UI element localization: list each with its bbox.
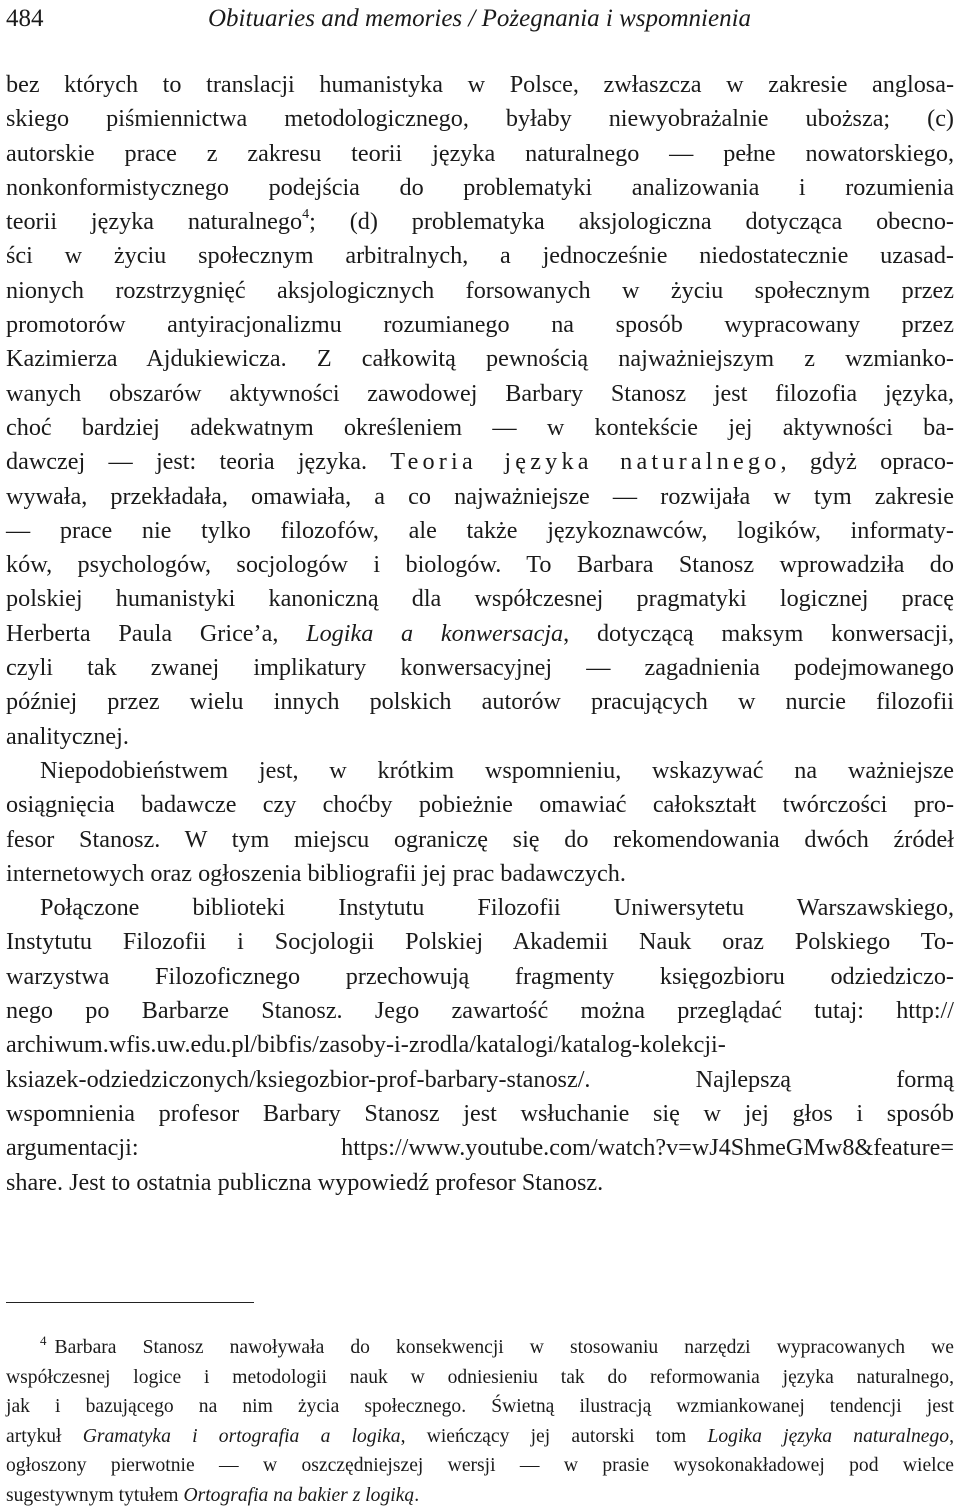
text-segment: , gdyż opraco- — [780, 448, 954, 476]
text-line — [6, 617, 954, 651]
footnote-line: ogłoszony pierwotnie — w oszczędniejszej wersji — w prasie wysokonakładowej pod wielce — [6, 1455, 954, 1477]
text-line: ków, psychologów, socjologów i biologów. To Barbara Stanosz wprowadziła do — [6, 551, 954, 579]
text-line: wywała, przekładała, omawiała, a co najważniejsze — rozwijała w tym zakresie — [6, 482, 954, 510]
text-segment: , — [949, 1425, 954, 1447]
article-title: Ortografia na bakier z logiką — [183, 1484, 415, 1506]
text-line: Połączone biblioteki Instytutu Filozofii Uniwersytetu Warszawskiego, — [40, 894, 954, 922]
text-segment: ; (d) problematyka aksjologiczna dotycząca obecno- — [309, 208, 954, 236]
text-line: warzystwa Filozoficznego przechowują fragmenty księgozbioru odziedziczo- — [6, 962, 954, 990]
text-line: fesor Stanosz. W tym miejscu ograniczę się do rekomendowania dwóch źródeł — [6, 825, 954, 853]
footnote-line — [6, 1333, 954, 1363]
text-segment: Barbara Stanosz nawoływała do konsekwencji w stosowaniu narzędzi wypracowanych we — [54, 1337, 954, 1358]
text-line: wspomnienia profesor Barbary Stanosz jest wsłuchanie się w jej głos i sposób — [6, 1099, 954, 1127]
text-line: Niepodobieństwem jest, w krótkim wspomnieniu, wskazywać na ważniejsze — [40, 756, 954, 784]
paragraph-1 — [6, 68, 954, 754]
text-segment: artykuł — [6, 1425, 83, 1447]
paragraph-3 — [6, 891, 954, 1200]
footnote-line: jak i bazującego na nim życia społecznego. Świetną ilustracją wzmiankowanej tendencji jest — [6, 1396, 954, 1418]
text-line: ści w życiu społecznym arbitralnych, a jednocześnie niedostatecznie uzasad- — [6, 242, 954, 270]
text-line: wanych obszarów aktywności zawodowej Barbary Stanosz jest filozofia języka, — [6, 379, 954, 407]
footnote-line — [6, 1481, 954, 1511]
text-segment: dawczej — jest: teoria języka. — [6, 448, 391, 476]
book-title: Logika języka naturalnego — [707, 1425, 950, 1447]
spaced-emphasis: Teoria języka naturalnego — [390, 448, 781, 476]
running-title: Obituaries and memories / Pożegnania i wspomnienia — [208, 5, 752, 32]
footnote-separator — [6, 1302, 254, 1303]
text-line: polskiej humanistyki kanoniczną dla współczesnej pragmatyki logicznej pracę — [6, 585, 954, 613]
url-line[interactable]: argumentacji: https://www.youtube.com/watch?v=wJ4ShmeGMw8&feature= — [6, 1134, 954, 1162]
text-segment: sugestywnym tytułem — [6, 1484, 184, 1506]
body-text — [6, 68, 954, 1200]
text-line: czyli tak zwanej implikatury konwersacyjnej — zagadnienia podejmowanego — [6, 654, 954, 682]
text-line: Kazimierza Ajdukiewicza. Z całkowitą pewnością najważniejszym z wzmianko- — [6, 345, 954, 373]
text-line: osiągnięcia badawcze czy choćby pobieżnie omawiać całokształt twórczości pro- — [6, 791, 954, 819]
text-line: później przez wielu innych polskich autorów pracujących w nurcie filozofii — [6, 688, 954, 716]
text-line: bez których to translacji humanistyka w Polsce, zwłaszcza w zakresie anglosa- — [6, 71, 954, 98]
text-segment: , dotyczącą maksym konwersacji, — [563, 619, 954, 647]
footnote-line — [6, 1422, 954, 1452]
footnote-marker: 4 — [40, 1333, 47, 1349]
paragraph-2 — [6, 754, 954, 891]
text-line: share. Jest to ostatnia publiczna wypowiedź profesor Stanosz. — [6, 1168, 604, 1196]
text-line: autorskie prace z zakresu teorii języka naturalnego — pełne nowatorskiego, — [6, 139, 954, 167]
text-line — [6, 205, 954, 239]
text-line: — prace nie tylko filozofów, ale także językoznawców, logików, informaty- — [6, 516, 954, 544]
footnote-reference[interactable]: 4 — [302, 207, 310, 223]
url-line[interactable]: archiwum.wfis.uw.edu.pl/bibfis/zasoby-i-zrodla/katalogi/katalog-kolekcji- — [6, 1031, 726, 1059]
article-title: Gramatyka i ortografia a logika — [82, 1425, 401, 1447]
text-line: analitycznej. — [6, 722, 129, 750]
text-segment: teorii języka naturalnego — [6, 208, 303, 236]
text-line: nionych rozstrzygnięć aksjologicznych forsowanych w życiu społecznym przez — [6, 276, 954, 304]
text-line: Instytutu Filozofii i Socjologii Polskiej Akademii Nauk oraz Polskiego To- — [6, 928, 954, 956]
page-number: 484 — [6, 5, 44, 32]
text-segment: . — [414, 1484, 420, 1506]
text-line: promotorów antyiracjonalizmu rozumianego na sposób wypracowany przez — [6, 311, 954, 339]
book-title: Logika a konwersacja — [306, 619, 564, 647]
footnote — [6, 1333, 954, 1511]
text-line — [6, 445, 954, 479]
footnote-line: współczesnej logice i metodologii nauk w odniesieniu tak do reformowania języka naturalnego, — [6, 1366, 954, 1388]
running-head — [6, 2, 954, 36]
text-line: choć bardziej adekwatnym określeniem — w kontekście jej aktywności ba- — [6, 413, 954, 441]
text-line: nonkonformistycznego podejścia do problematyki analizowania i rozumienia — [6, 173, 954, 201]
text-line: internetowych oraz ogłoszenia bibliografii jej prac badawczych. — [6, 859, 626, 887]
text-line: skiego piśmiennictwa metodologicznego, byłaby niewyobrażalnie uboższa; (c) — [6, 105, 954, 133]
text-segment: Herberta Paula Grice’a, — [6, 619, 307, 647]
text-line[interactable]: nego po Barbarze Stanosz. Jego zawartość można przeglądać tutaj: http:// — [6, 997, 954, 1025]
text-segment: , wieńczący jej autorski tom — [400, 1425, 708, 1447]
url-line[interactable]: ksiazek-odziedziczonych/ksiegozbior-prof-barbary-stanosz/. Najlepszą formą — [6, 1065, 954, 1093]
